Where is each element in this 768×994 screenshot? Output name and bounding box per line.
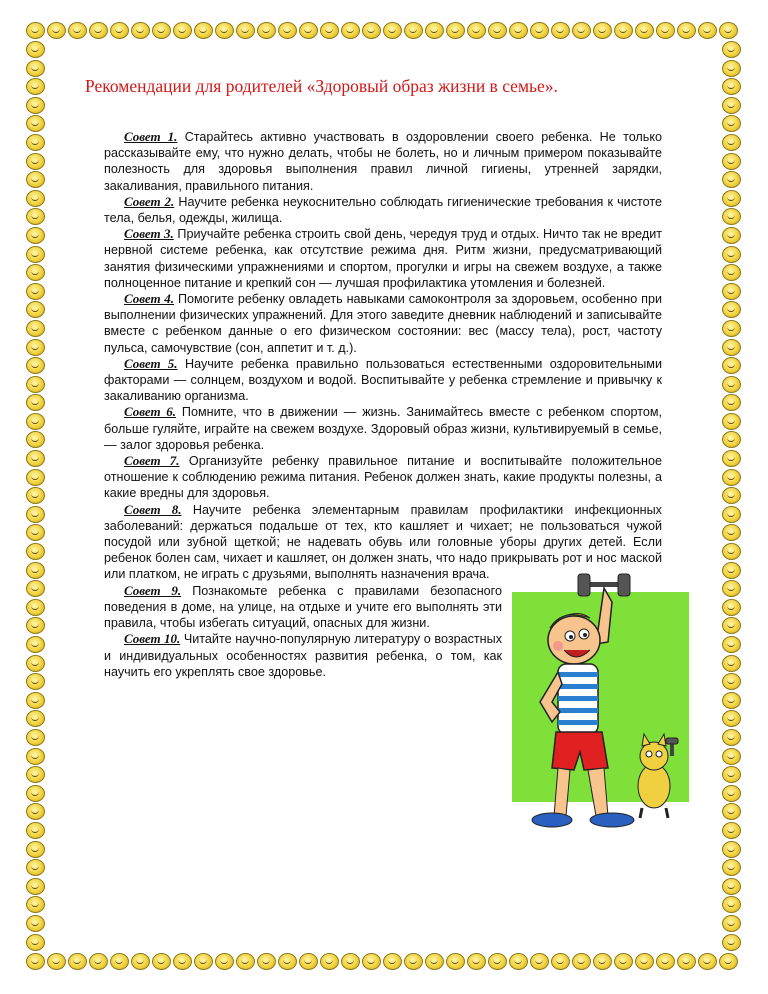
smiley-icon: [722, 190, 741, 207]
smiley-icon: [26, 60, 45, 77]
smiley-icon: [722, 394, 741, 411]
decorative-border-bottom: [26, 953, 740, 970]
smiley-icon: [722, 208, 741, 225]
smiley-icon: [362, 953, 381, 970]
smiley-icon: [278, 22, 297, 39]
smiley-icon: [722, 227, 741, 244]
smiley-icon: [722, 617, 741, 634]
smiley-icon: [722, 413, 741, 430]
smiley-icon: [26, 934, 45, 951]
smiley-icon: [722, 803, 741, 820]
smiley-icon: [383, 22, 402, 39]
smiley-icon: [26, 599, 45, 616]
smiley-icon: [722, 673, 741, 690]
smiley-icon: [236, 22, 255, 39]
smiley-icon: [722, 599, 741, 616]
smiley-icon: [26, 655, 45, 672]
smiley-icon: [722, 283, 741, 300]
smiley-icon: [173, 953, 192, 970]
striped-shirt: [558, 664, 598, 734]
smiley-icon: [425, 953, 444, 970]
smiley-icon: [26, 357, 45, 374]
smiley-icon: [446, 22, 465, 39]
smiley-icon: [488, 22, 507, 39]
smiley-icon: [26, 562, 45, 579]
smiley-icon: [26, 115, 45, 132]
smiley-icon: [722, 822, 741, 839]
smiley-icon: [722, 562, 741, 579]
smiley-icon: [722, 469, 741, 486]
tip-5: Совет 5. Научите ребенка правильно пользоваться естественными оздоровительными факторами — солнцем, воздухом и водой. Воспитывайте у ребенка стремление и привычку к закаливанию организма.: [104, 355, 663, 404]
smiley-icon: [551, 22, 570, 39]
smiley-icon: [719, 22, 738, 39]
smiley-icon: [152, 953, 171, 970]
smiley-icon: [722, 915, 741, 932]
tip-1: Совет 1. Старайтесь активно участвовать в оздоровлении своего ребенка. Не только рассказывайте ему, что нужно делать, чтобы не болеть, но и личным примером показывайте полезность для здоровья выполнения правил личной гигиены, утренней зарядки, закаливания, правильного питания.: [104, 129, 662, 193]
smiley-icon: [722, 171, 741, 188]
smiley-icon: [26, 153, 45, 170]
smiley-icon: [593, 953, 612, 970]
smiley-icon: [26, 469, 45, 486]
smiley-icon: [110, 953, 129, 970]
smiley-icon: [722, 301, 741, 318]
smiley-icon: [26, 264, 45, 281]
smiley-icon: [677, 953, 696, 970]
smiley-icon: [26, 915, 45, 932]
tip-8: Совет 8. Научите ребенка элементарным правилам профилактики инфекционных заболеваний: держаться подальше от тех, кто кашляет и чихает; не пользоваться чужой посудой или зубной щеткой; не надевать обувь или головные уборы других детей. Если ребенок болен сам, чихает и кашляет, он должен знать, что надо прикрывать рот и нос маской или платком, не играть с друзьями, выполнять назначения врача.: [104, 501, 662, 582]
smiley-icon: [110, 22, 129, 39]
smiley-icon: [152, 22, 171, 39]
smiley-icon: [722, 450, 741, 467]
smiley-icon: [722, 785, 741, 802]
smiley-icon: [299, 22, 318, 39]
smiley-icon: [131, 953, 150, 970]
smiley-icon: [26, 227, 45, 244]
smiley-icon: [26, 729, 45, 746]
smiley-icon: [722, 748, 741, 765]
smiley-icon: [26, 524, 45, 541]
smiley-icon: [509, 22, 528, 39]
smiley-icon: [572, 22, 591, 39]
smiley-icon: [26, 953, 45, 970]
smiley-icon: [26, 413, 45, 430]
smiley-icon: [593, 22, 612, 39]
smiley-icon: [194, 953, 213, 970]
smiley-icon: [722, 115, 741, 132]
smiley-icon: [722, 655, 741, 672]
smiley-icon: [257, 22, 276, 39]
smiley-icon: [26, 896, 45, 913]
smiley-icon: [89, 22, 108, 39]
smiley-icon: [722, 134, 741, 151]
smiley-icon: [383, 953, 402, 970]
smiley-icon: [722, 766, 741, 783]
decorative-border-right: [722, 41, 741, 952]
smiley-icon: [698, 953, 717, 970]
tip-6: Совет 6. Помните, что в движении — жизнь. Занимайтесь вместе с ребенком спортом, больше гуляйте, играйте на свежем воздухе. Здоровый образ жизни, культивируемый в семье, — залог здоровья ребенка.: [104, 404, 662, 452]
smiley-icon: [47, 953, 66, 970]
smiley-icon: [722, 246, 741, 263]
smiley-icon: [26, 506, 45, 523]
smiley-icon: [26, 171, 45, 188]
smiley-icon: [530, 22, 549, 39]
smiley-icon: [173, 22, 192, 39]
smiley-icon: [722, 153, 741, 170]
smiley-icon: [68, 22, 87, 39]
smiley-icon: [488, 953, 507, 970]
smiley-icon: [26, 301, 45, 318]
page-title: Рекомендации для родителей «Здоровый образ жизни в семье».: [85, 76, 558, 96]
smiley-icon: [26, 41, 45, 58]
smiley-icon: [26, 692, 45, 709]
smiley-icon: [722, 934, 741, 951]
smiley-icon: [26, 748, 45, 765]
smiley-icon: [722, 896, 741, 913]
smiley-icon: [635, 953, 654, 970]
smiley-icon: [404, 953, 423, 970]
smiley-icon: [26, 803, 45, 820]
smiley-icon: [722, 841, 741, 858]
smiley-icon: [26, 822, 45, 839]
smiley-icon: [26, 580, 45, 597]
smiley-icon: [26, 543, 45, 560]
tip-9: Совет 9. Познакомьте ребенка с правилами безопасного поведения в доме, на улице, на отдыхе и учите его выполнять эти правила, чтобы избегать ситуаций, опасных для жизни.: [104, 582, 502, 631]
smiley-icon: [26, 376, 45, 393]
smiley-icon: [722, 859, 741, 876]
smiley-icon: [26, 78, 45, 95]
smiley-icon: [194, 22, 213, 39]
smiley-icon: [89, 953, 108, 970]
smiley-icon: [446, 953, 465, 970]
tip-7: Совет 7. Организуйте ребенку правильное питание и воспитывайте положительное отношение к соблюдению режима питания. Ребенок должен знать, какие продукты полезны, а какие вредны для здоровья.: [104, 453, 663, 501]
smiley-icon: [26, 673, 45, 690]
smiley-icon: [26, 134, 45, 151]
smiley-icon: [26, 22, 45, 39]
smiley-icon: [26, 859, 45, 876]
smiley-icon: [572, 953, 591, 970]
smiley-icon: [26, 785, 45, 802]
smiley-icon: [722, 878, 741, 895]
smiley-icon: [635, 22, 654, 39]
smiley-icon: [722, 506, 741, 523]
smiley-icon: [551, 953, 570, 970]
smiley-icon: [362, 22, 381, 39]
smiley-icon: [26, 636, 45, 653]
smiley-icon: [509, 953, 528, 970]
smiley-icon: [299, 953, 318, 970]
tip-10: Совет 10. Читайте научно-популярную литературу о возрастных и индивидуальных особенностях развития ребенка, о том, как научить его укреплять свое здоровье.: [104, 631, 502, 679]
smiley-icon: [656, 22, 675, 39]
smiley-icon: [215, 22, 234, 39]
smiley-icon: [26, 320, 45, 337]
smiley-icon: [26, 878, 45, 895]
right-shoe: [590, 813, 634, 827]
smiley-icon: [722, 97, 741, 114]
smiley-icon: [215, 953, 234, 970]
smiley-icon: [320, 953, 339, 970]
smiley-icon: [719, 953, 738, 970]
smiley-icon: [722, 543, 741, 560]
smiley-icon: [26, 190, 45, 207]
smiley-icon: [722, 78, 741, 95]
smiley-icon: [467, 953, 486, 970]
left-shoe: [532, 813, 572, 827]
smiley-icon: [425, 22, 444, 39]
smiley-icon: [26, 283, 45, 300]
smiley-icon: [320, 22, 339, 39]
smiley-icon: [722, 264, 741, 281]
smiley-icon: [722, 376, 741, 393]
smiley-icon: [26, 450, 45, 467]
smiley-icon: [722, 692, 741, 709]
smiley-icon: [614, 22, 633, 39]
tip-4: Совет 4. Помогите ребенку овладеть навыками самоконтроля за здоровьем, особенно при выполнении физических упражнений. Для этого заведите дневник наблюдений и записывайте вместе с ребенком данные о его физическом состоянии: вес (массу тела), рост, частоту пульса, самочувствие (сон, аппетит и т. д.).: [104, 291, 662, 355]
smiley-icon: [26, 246, 45, 263]
smiley-icon: [341, 22, 360, 39]
smiley-icon: [722, 487, 741, 504]
smiley-icon: [614, 953, 633, 970]
smiley-icon: [722, 339, 741, 356]
smiley-icon: [26, 487, 45, 504]
decorative-border-top: [26, 22, 740, 39]
smiley-icon: [656, 953, 675, 970]
smiley-icon: [26, 617, 45, 634]
smiley-icon: [722, 729, 741, 746]
smiley-icon: [530, 953, 549, 970]
smiley-icon: [68, 953, 87, 970]
smiley-icon: [722, 580, 741, 597]
tip-3: Совет 3. Приучайте ребенка строить свой день, чередуя труд и отдых. Ничто так не вредит нервной системе ребенка, как отсутствие режима дня. Ритм жизни, предусматривающий занятия физическими упражнениями и спортом, прогулки и игры на свежем воздухе, а также полноценное питание и крепкий сон — лучшая профилактика утомления и болезней.: [104, 226, 663, 290]
smiley-icon: [722, 524, 741, 541]
tip-2: Совет 2. Научите ребенка неукоснительно соблюдать гигиенические требования к чистоте тела, белья, одежды, жилища.: [104, 193, 662, 226]
smiley-icon: [131, 22, 150, 39]
smiley-icon: [722, 636, 741, 653]
smiley-icon: [698, 22, 717, 39]
smiley-icon: [722, 357, 741, 374]
decorative-border-left: [26, 41, 45, 952]
smiley-icon: [722, 320, 741, 337]
smiley-icon: [26, 394, 45, 411]
smiley-icon: [257, 953, 276, 970]
smiley-icon: [677, 22, 696, 39]
smiley-icon: [722, 41, 741, 58]
smiley-icon: [467, 22, 486, 39]
smiley-icon: [722, 710, 741, 727]
smiley-icon: [722, 60, 741, 77]
smiley-icon: [26, 710, 45, 727]
smiley-icon: [404, 22, 423, 39]
smiley-icon: [47, 22, 66, 39]
smiley-icon: [26, 766, 45, 783]
smiley-icon: [26, 97, 45, 114]
smiley-icon: [341, 953, 360, 970]
boy-with-dumbbell-illustration: [512, 572, 689, 834]
smiley-icon: [26, 339, 45, 356]
smiley-icon: [236, 953, 255, 970]
smiley-icon: [26, 208, 45, 225]
smiley-icon: [722, 431, 741, 448]
smiley-icon: [26, 431, 45, 448]
smiley-icon: [26, 841, 45, 858]
smiley-icon: [278, 953, 297, 970]
